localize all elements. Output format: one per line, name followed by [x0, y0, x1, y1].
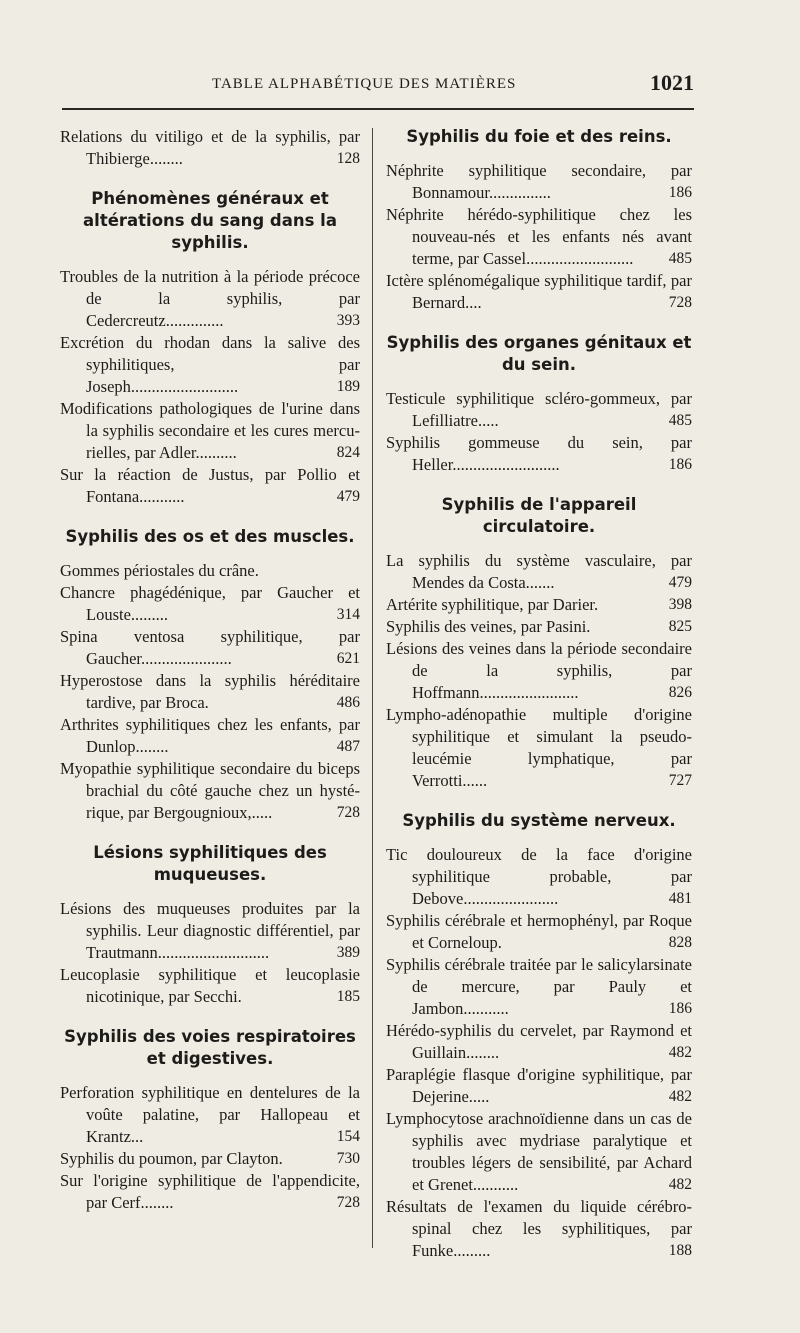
index-entry — [386, 1020, 692, 1064]
section-gap — [60, 170, 360, 188]
entry-text: Sur l'origine syphilitique de l'appendicite, par Cerf........ — [60, 1171, 360, 1212]
entry-page-number: 186 — [666, 454, 692, 476]
entry-text: Lésions des veines dans la période secondaire de la syphilis, par Hoffmann........................ — [386, 639, 692, 702]
entry-page-number: 825 — [666, 616, 692, 638]
page-number: 1021 — [650, 70, 694, 95]
entry-page-number: 188 — [666, 1240, 692, 1262]
section-heading: Syphilis des voies respiratoires et digestives. — [64, 1027, 356, 1068]
index-entry — [60, 898, 360, 964]
entry-text: Syphilis gommeuse du sein, par Heller.......................... — [386, 433, 692, 474]
index-entry — [386, 704, 692, 792]
entry-page-number: 189 — [334, 376, 360, 398]
entry-text: Chancre phagédénique, par Gaucher et Louste......... — [60, 583, 360, 624]
entry-page-number: 485 — [666, 248, 692, 270]
index-entry — [386, 594, 692, 616]
entry-text: Hérédo-syphilis du cervelet, par Raymond et Guillain........ — [386, 1021, 692, 1062]
entry-page-number: 728 — [666, 292, 692, 314]
section-gap — [60, 824, 360, 842]
index-entry — [386, 910, 692, 954]
index-entry — [60, 464, 360, 508]
entry-page-number: 727 — [666, 770, 692, 792]
index-entry — [386, 432, 692, 476]
index-entry — [60, 758, 360, 824]
entry-text: Résultats de l'examen du liquide cérébro-spinal chez les syphilitiques, par Funke......... — [386, 1197, 692, 1260]
index-entry — [60, 1148, 360, 1170]
entry-text: Arthrites syphilitiques chez les enfants, par Dunlop........ — [60, 715, 360, 756]
entry-page-number: 826 — [666, 682, 692, 704]
entry-text: Perforation syphilitique en dentelures de la voûte palatine, par Hallopeau et Krantz... — [60, 1083, 360, 1146]
entry-text: Testicule syphilitique scléro-gommeux, par Lefilliatre..... — [386, 389, 692, 430]
entry-page-number: 828 — [666, 932, 692, 954]
index-entry — [60, 398, 360, 464]
entry-page-number: 185 — [334, 986, 360, 1008]
entry-text: Paraplégie flasque d'origine syphilitique, par Dejerine..... — [386, 1065, 692, 1106]
entry-text: Néphrite syphilitique secondaire, par Bonnamour............... — [386, 161, 692, 202]
section-heading: Lésions syphilitiques des muqueuses. — [93, 843, 327, 884]
entry-page-number: 728 — [334, 802, 360, 824]
index-entry — [386, 1196, 692, 1262]
entry-page-number: 186 — [666, 998, 692, 1020]
entry-page-number: 389 — [334, 942, 360, 964]
index-entry — [386, 270, 692, 314]
entry-page-number: 824 — [334, 442, 360, 464]
index-entry — [386, 1064, 692, 1108]
entry-page-number: 314 — [334, 604, 360, 626]
entry-text: Néphrite hérédo-syphilitique chez les nouveau-nés et les enfants nés avant terme, par Cassel.......................... — [386, 205, 692, 268]
entry-text: Artérite syphilitique, par Darier. — [386, 595, 599, 614]
entry-text: Modifications pathologiques de l'urine dans la syphilis secondaire et les cures mercurielles, par Adler.......... — [60, 399, 360, 462]
index-entry — [60, 1170, 360, 1214]
entry-text: Troubles de la nutrition à la période précoce de la syphilis, par Cedercreutz.............. — [60, 267, 360, 330]
left-column — [60, 126, 360, 1214]
header-rule — [62, 108, 694, 110]
index-entry — [60, 582, 360, 626]
index-entry — [60, 332, 360, 398]
entry-page-number: 128 — [334, 148, 360, 170]
section-heading: Syphilis des os et des muscles. — [65, 527, 355, 546]
right-column — [386, 126, 692, 1262]
index-entry — [386, 1108, 692, 1196]
index-entry — [386, 388, 692, 432]
running-head-title: TABLE ALPHABÉTIQUE DES MATIÈRES — [212, 76, 517, 92]
entry-page-number: 154 — [334, 1126, 360, 1148]
section-gap — [386, 476, 692, 494]
entry-page-number: 621 — [334, 648, 360, 670]
entry-text: Hyperostose dans la syphilis héréditaire tardive, par Broca. — [60, 671, 360, 712]
entry-text: Ictère splénomégalique syphilitique tardif, par Bernard.... — [386, 271, 692, 312]
entry-text: Excrétion du rhodan dans la salive des syphilitiques, par Joseph.......................... — [60, 333, 360, 396]
index-entry — [60, 964, 360, 1008]
section-heading: Syphilis du foie et des reins. — [406, 127, 672, 146]
index-entry — [60, 670, 360, 714]
entry-text: Relations du vitiligo et de la syphilis, par Thibierge........ — [60, 127, 360, 168]
entry-page-number: 730 — [334, 1148, 360, 1170]
index-entry — [386, 160, 692, 204]
index-entry — [60, 626, 360, 670]
section-gap — [386, 314, 692, 332]
entry-text: Gommes périostales du crâne. — [60, 561, 259, 580]
index-entry — [60, 126, 360, 170]
section-gap — [60, 508, 360, 526]
section-gap — [386, 792, 692, 810]
index-entry — [386, 844, 692, 910]
entry-page-number: 487 — [334, 736, 360, 758]
entry-text: La syphilis du système vasculaire, par Mendes da Costa....... — [386, 551, 692, 592]
entry-page-number: 485 — [666, 410, 692, 432]
entry-text: Syphilis cérébrale traitée par le salicylarsinate de mercure, par Pauly et Jambon........... — [386, 955, 692, 1018]
entry-page-number: 482 — [666, 1086, 692, 1108]
section-gap — [60, 1008, 360, 1026]
index-entry — [386, 204, 692, 270]
index-entry — [386, 616, 692, 638]
section-heading: Syphilis des organes génitaux et du sein. — [386, 333, 692, 374]
entry-text: Myopathie syphilitique secondaire du biceps brachial du côté gauche chez un hystérique, par Bergougnioux,..... — [60, 759, 360, 822]
entry-page-number: 186 — [666, 182, 692, 204]
entry-page-number: 479 — [334, 486, 360, 508]
entry-text: Lympho-adénopathie multiple d'origine syphilitique et simulant la pseudo-leucémie lymphatique, par Verrotti...... — [386, 705, 692, 790]
running-head — [62, 72, 694, 100]
entry-text: Syphilis cérébrale et hermophényl, par Roque et Corneloup. — [386, 911, 692, 952]
section-heading: Phénomènes généraux et altérations du sang dans la syphilis. — [83, 189, 337, 252]
entry-text: Syphilis du poumon, par Clayton. — [60, 1149, 283, 1168]
entry-page-number: 481 — [666, 888, 692, 910]
index-entry — [386, 550, 692, 594]
index-entry — [386, 638, 692, 704]
entry-page-number: 728 — [334, 1192, 360, 1214]
entry-text: Spina ventosa syphilitique, par Gaucher...................... — [60, 627, 360, 668]
entry-page-number: 393 — [334, 310, 360, 332]
index-entry — [60, 714, 360, 758]
index-entry — [60, 560, 360, 582]
index-entry — [60, 1082, 360, 1148]
entry-text: Syphilis des veines, par Pasini. — [386, 617, 591, 636]
index-entry — [60, 266, 360, 332]
entry-page-number: 479 — [666, 572, 692, 594]
section-heading: Syphilis de l'appareil circulatoire. — [441, 495, 637, 536]
entry-text: Lésions des muqueuses produites par la syphilis. Leur diagnostic différentiel, par Trautmann........................... — [60, 899, 360, 962]
section-heading: Syphilis du système nerveux. — [402, 811, 676, 830]
entry-text: Tic douloureux de la face d'origine syphilitique probable, par Debove....................... — [386, 845, 692, 908]
entry-text: Lymphocytose arachnoïdienne dans un cas de syphilis avec mydriase paralytique et troubles légers de sensibilité, par Achard et Grenet........... — [386, 1109, 692, 1194]
entry-page-number: 482 — [666, 1042, 692, 1064]
entry-text: Sur la réaction de Justus, par Pollio et Fontana........... — [60, 465, 360, 506]
entry-page-number: 398 — [666, 594, 692, 616]
index-entry — [386, 954, 692, 1020]
entry-text: Leucoplasie syphilitique et leucoplasie nicotinique, par Secchi. — [60, 965, 360, 1006]
column-divider — [372, 128, 373, 1248]
entry-page-number: 486 — [334, 692, 360, 714]
entry-page-number: 482 — [666, 1174, 692, 1196]
